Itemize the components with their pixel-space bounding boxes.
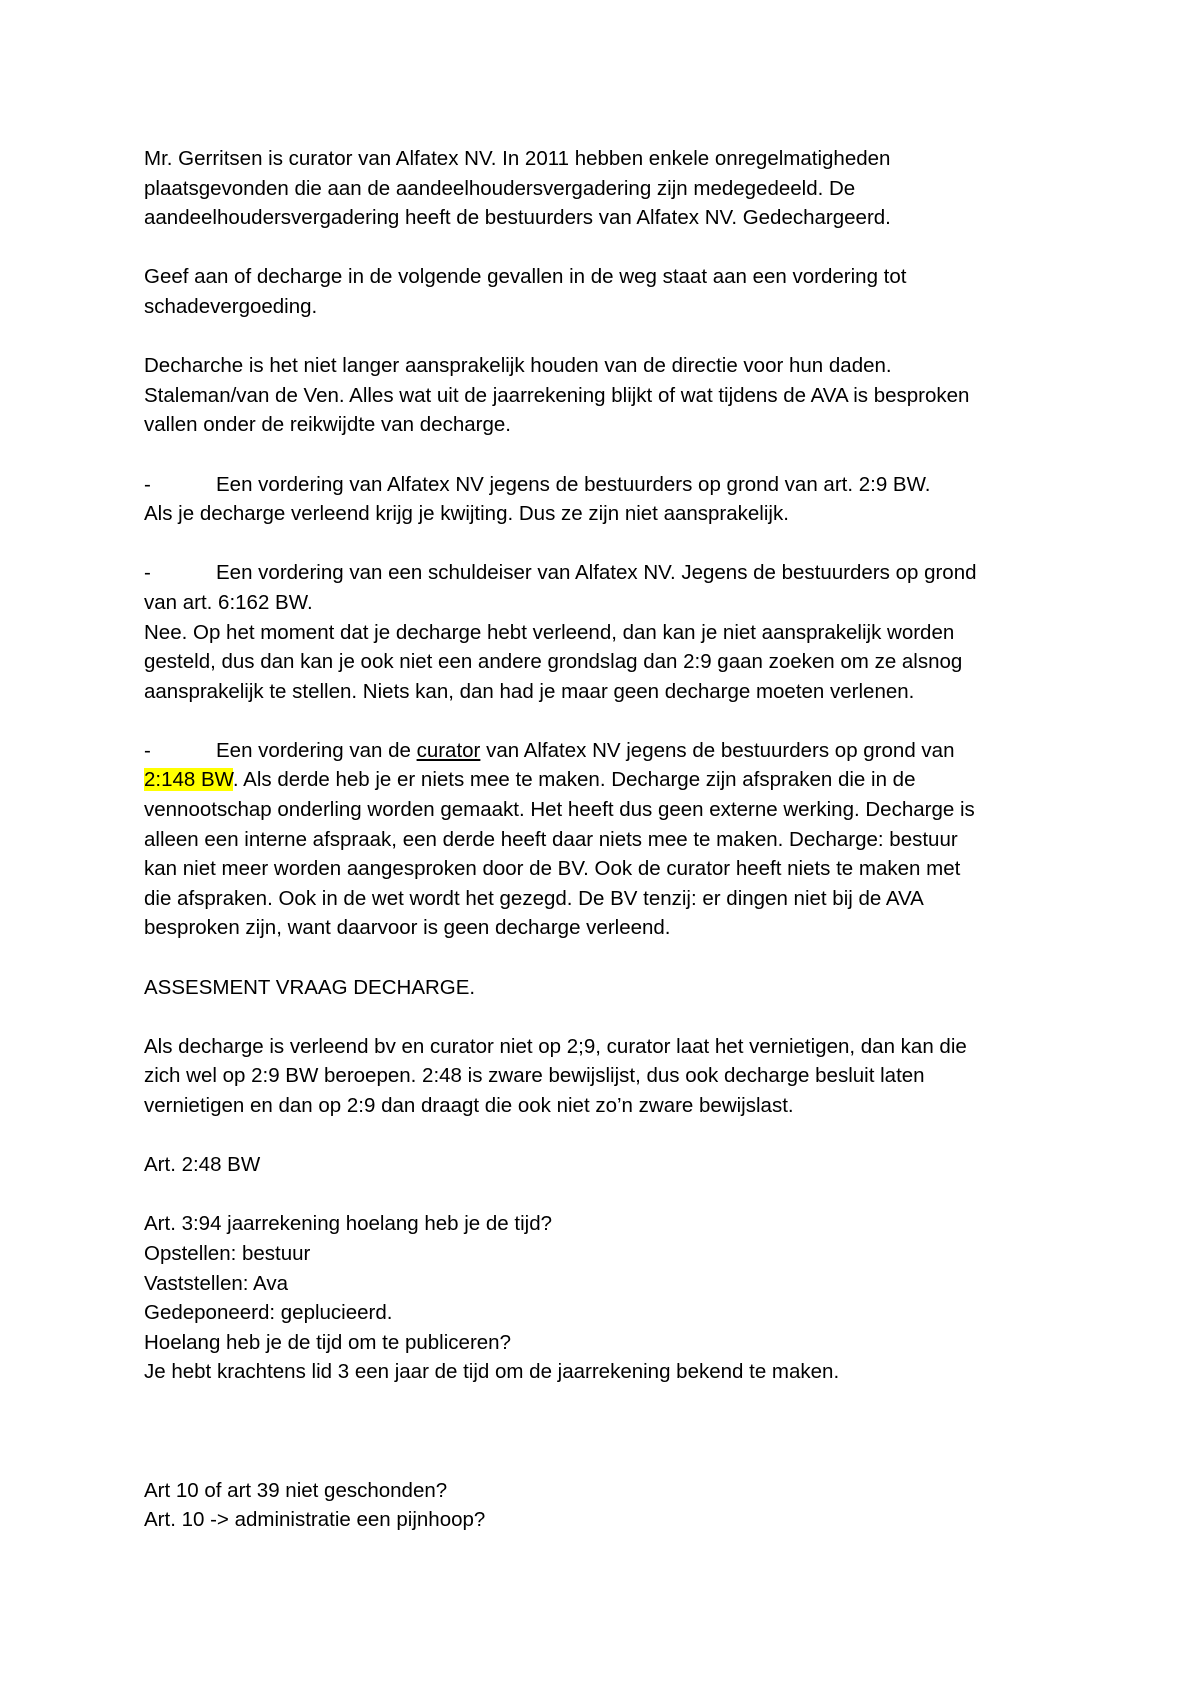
definition-line: vallen onder de reikwijdte van decharge. bbox=[144, 413, 511, 437]
assessment-title: ASSESMENT VRAAG DECHARGE. bbox=[144, 975, 476, 999]
case2-claim-cont: van art. 6:162 BW. bbox=[144, 590, 313, 614]
case2-claim bbox=[144, 558, 1044, 588]
document-body bbox=[144, 144, 1044, 1535]
case2-answer-line: aansprakelijk te stellen. Niets kan, dan had je maar geen decharge moeten verlenen. bbox=[144, 679, 915, 703]
case1-claim bbox=[144, 470, 1044, 500]
case3-claim-post: van Alfatex NV jegens de bestuurders op grond van bbox=[480, 738, 955, 762]
case3-answer-line: alleen een interne afspraak, een derde heeft daar niets mee te maken. Decharge: bestuur bbox=[144, 827, 958, 851]
question-line: Geef aan of decharge in de volgende gevallen in de weg staat aan een vordering tot bbox=[144, 265, 907, 289]
article-2-48: Art. 2:48 BW bbox=[144, 1153, 261, 1177]
bullet-dash: - bbox=[144, 561, 151, 585]
case3-answer-line: die afspraken. Ook in de wet wordt het gezegd. De BV tenzij: er dingen niet bij de AVA bbox=[144, 886, 924, 910]
case2-claim-text: Een vordering van een schuldeiser van Alfatex NV. Jegens de bestuurders op grond bbox=[216, 561, 977, 585]
art10-line: Art 10 of art 39 niet geschonden? bbox=[144, 1478, 448, 1502]
definition-line: Decharche is het niet langer aansprakelijk houden van de directie voor hun daden. bbox=[144, 354, 892, 378]
art394-line: Je hebt krachtens lid 3 een jaar de tijd om de jaarrekening bekend te maken. bbox=[144, 1360, 840, 1384]
highlighted-reference: 2:148 BW bbox=[144, 768, 233, 792]
case2-answer-line: gesteld, dus dan kan je ook niet een andere grondslag dan 2:9 gaan zoeken om ze alsnog bbox=[144, 650, 963, 674]
definition-line: Staleman/van de Ven. Alles wat uit de jaarrekening blijkt of wat tijdens de AVA is besproken bbox=[144, 383, 970, 407]
art394-line: Vaststellen: Ava bbox=[144, 1271, 288, 1295]
intro-line: plaatsgevonden die aan de aandeelhoudersvergadering zijn medegedeeld. De bbox=[144, 176, 856, 200]
art394-line: Art. 3:94 jaarrekening hoelang heb je de tijd? bbox=[144, 1212, 553, 1236]
case3-answer-line: vennootschap onderling worden gemaakt. Het heeft dus geen externe werking. Decharge is bbox=[144, 798, 975, 822]
case1-claim-text: Een vordering van Alfatex NV jegens de bestuurders op grond van art. 2:9 BW. bbox=[216, 472, 931, 496]
intro-line: aandeelhoudersvergadering heeft de bestuurders van Alfatex NV. Gedechargeerd. bbox=[144, 206, 891, 230]
assessment-line: zich wel op 2:9 BW beroepen. 2:48 is zware bewijslijst, dus ook decharge besluit laten bbox=[144, 1064, 925, 1088]
case3-answer-line: kan niet meer worden aangesproken door de BV. Ook de curator heeft niets te maken met bbox=[144, 857, 961, 881]
art10-line: Art. 10 -> administratie een pijnhoop? bbox=[144, 1508, 486, 1532]
case2-answer-line: Nee. Op het moment dat je decharge hebt verleend, dan kan je niet aansprakelijk worden bbox=[144, 620, 955, 644]
case3-claim bbox=[144, 736, 1044, 766]
bullet-dash: - bbox=[144, 472, 151, 496]
bullet-dash: - bbox=[144, 738, 151, 762]
intro-line: Mr. Gerritsen is curator van Alfatex NV. In 2011 hebben enkele onregelmatigheden bbox=[144, 147, 891, 170]
art394-line: Hoelang heb je de tijd om te publiceren? bbox=[144, 1330, 511, 1354]
assessment-line: vernietigen en dan op 2:9 dan draagt die ook niet zo’n zware bewijslast. bbox=[144, 1094, 794, 1117]
question-line: schadevergoeding. bbox=[144, 294, 318, 318]
art394-line: Opstellen: bestuur bbox=[144, 1241, 311, 1265]
case1-answer: Als je decharge verleend krijg je kwijting. Dus ze zijn niet aansprakelijk. bbox=[144, 502, 789, 526]
case3-answer-line: besproken zijn, want daarvoor is geen decharge verleend. bbox=[144, 916, 671, 940]
case3-highlight-line bbox=[144, 765, 1044, 795]
assessment-line: Als decharge is verleend bv en curator niet op 2;9, curator laat het vernietigen, dan kan die bbox=[144, 1034, 967, 1058]
curator-underlined: curator bbox=[416, 738, 481, 762]
art394-line: Gedeponeerd: geplucieerd. bbox=[144, 1301, 393, 1325]
case3-claim-pre: Een vordering van de bbox=[216, 738, 417, 762]
case3-after-highlight: . Als derde heb je er niets mee te maken. Decharge zijn afspraken die in de bbox=[232, 768, 916, 792]
